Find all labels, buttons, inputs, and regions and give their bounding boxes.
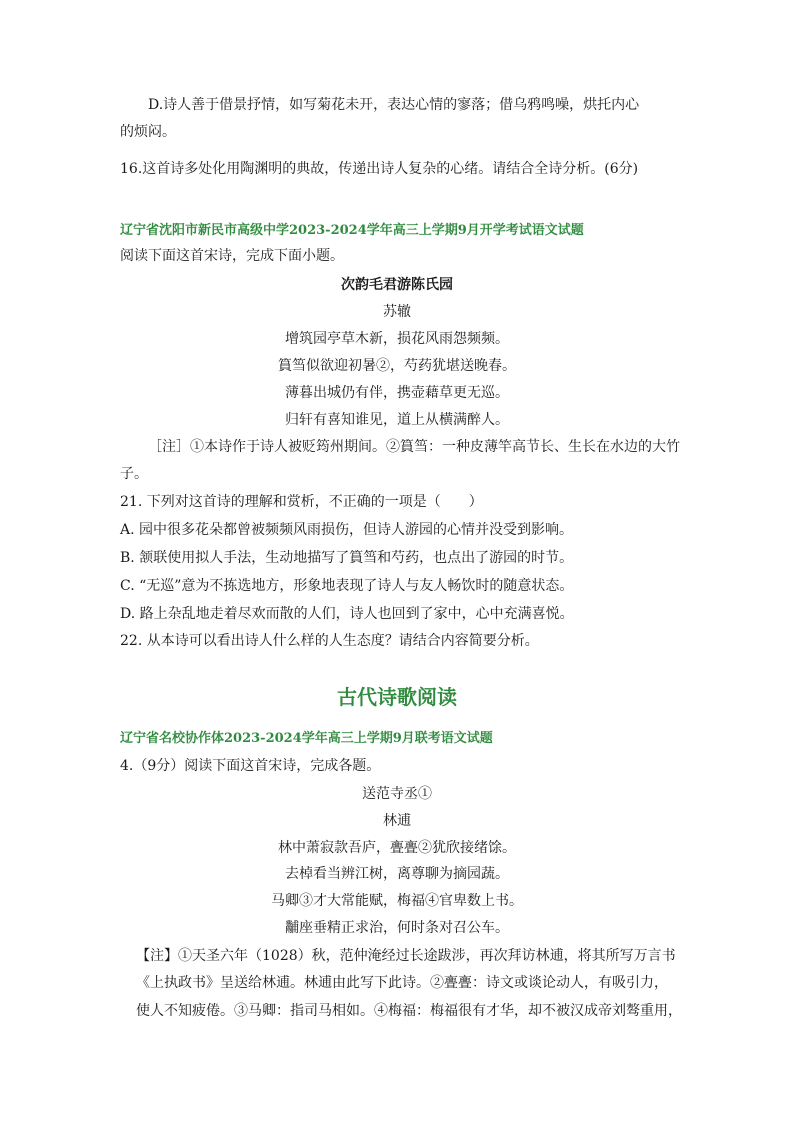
source-title-2: 辽宁省名校协作体2023-2024学年高三上学期9月联考语文试题 xyxy=(120,731,493,746)
poem-line: 篔筜似欲迎初暑②，芍药犹堪送晚春。 xyxy=(278,358,516,374)
option-a: A. 园中很多花朵都曾被频频风雨损伤，但诗人游园的心情并没受到影响。 xyxy=(120,522,574,538)
poem-line: 马卿③才大常能赋，梅福④官卑数上书。 xyxy=(271,893,523,909)
option-c: C. “无巡”意为不拣选地方，形象地表现了诗人与友人畅饮时的随意状态。 xyxy=(120,578,574,594)
source-title-1: 辽宁省沈阳市新民市高级中学2023-2024学年高三上学期9月开学考试语文试题 xyxy=(120,223,584,238)
poem-author-2: 林逋 xyxy=(383,813,411,829)
question-16: 16.这首诗多处化用陶渊明的典故，传递出诗人复杂的心绪。请结合全诗分析。(6分) xyxy=(120,161,639,177)
poem-title-2: 送范寺丞① xyxy=(362,786,432,802)
option-d-line-1: D.诗人善于借景抒情，如写菊花未开，表达心情的寥落；借乌鸦鸣噪，烘托内心 xyxy=(148,97,640,113)
section-heading: 古代诗歌阅读 xyxy=(337,685,457,709)
question-21: 21. 下列对这首诗的理解和赏析，不正确的一项是（ ） xyxy=(120,494,483,510)
poem-line: 去棹看当辨江树，离尊聊为摘园蔬。 xyxy=(285,866,509,882)
poem-note-line-2: 《上执政书》呈送给林逋。林逋由此写下此诗。②亹亹：诗文或谈论动人，有吸引力， xyxy=(136,975,668,991)
poem-line: 黼座垂精正求治，何时条对召公车。 xyxy=(285,920,509,936)
poem-note-line-3: 使人不知疲倦。③马卿：指司马相如。④梅福：梅福很有才华，却不被汉成帝刘骜重用， xyxy=(136,1003,682,1019)
option-d: D. 路上杂乱地走着尽欢而散的人们，诗人也回到了家中，心中充满喜悦。 xyxy=(120,606,574,622)
poem-line: 薄暮出城仍有伴，携壶藉草更无巡。 xyxy=(285,385,509,401)
poem-note-line-1: 【注】①天圣六年（1028）秋，范仲淹经过长途跋涉，再次拜访林逋，将其所写万言书 xyxy=(136,948,676,964)
poem-line: 归轩有喜知谁见，道上从横满醉人。 xyxy=(285,412,509,428)
poem-line: 林中萧寂款吾庐，亹亹②犹欣接绪馀。 xyxy=(278,840,516,856)
poem-title-1: 次韵毛君游陈氏园 xyxy=(341,277,453,293)
poem-author-1: 苏辙 xyxy=(383,304,411,320)
poem-line: 增筑园亭草木新，损花风雨怨频频。 xyxy=(285,331,509,347)
question-4: 4.（9分）阅读下面这首宋诗，完成各题。 xyxy=(120,758,381,774)
option-d-line-2: 的烦闷。 xyxy=(120,124,176,140)
option-b: B. 颔联使用拟人手法，生动地描写了篔筜和芍药，也点出了游园的时节。 xyxy=(120,550,574,566)
poem-note-line-2: 子。 xyxy=(120,466,148,482)
reading-intro-1: 阅读下面这首宋诗，完成下面小题。 xyxy=(120,248,344,264)
poem-note-line-1: ［注］①本诗作于诗人被贬筠州期间。②篔筜：一种皮薄竿高节长、生长在水边的大竹 xyxy=(148,439,680,455)
question-22: 22. 从本诗可以看出诗人什么样的人生态度？请结合内容简要分析。 xyxy=(120,633,539,649)
